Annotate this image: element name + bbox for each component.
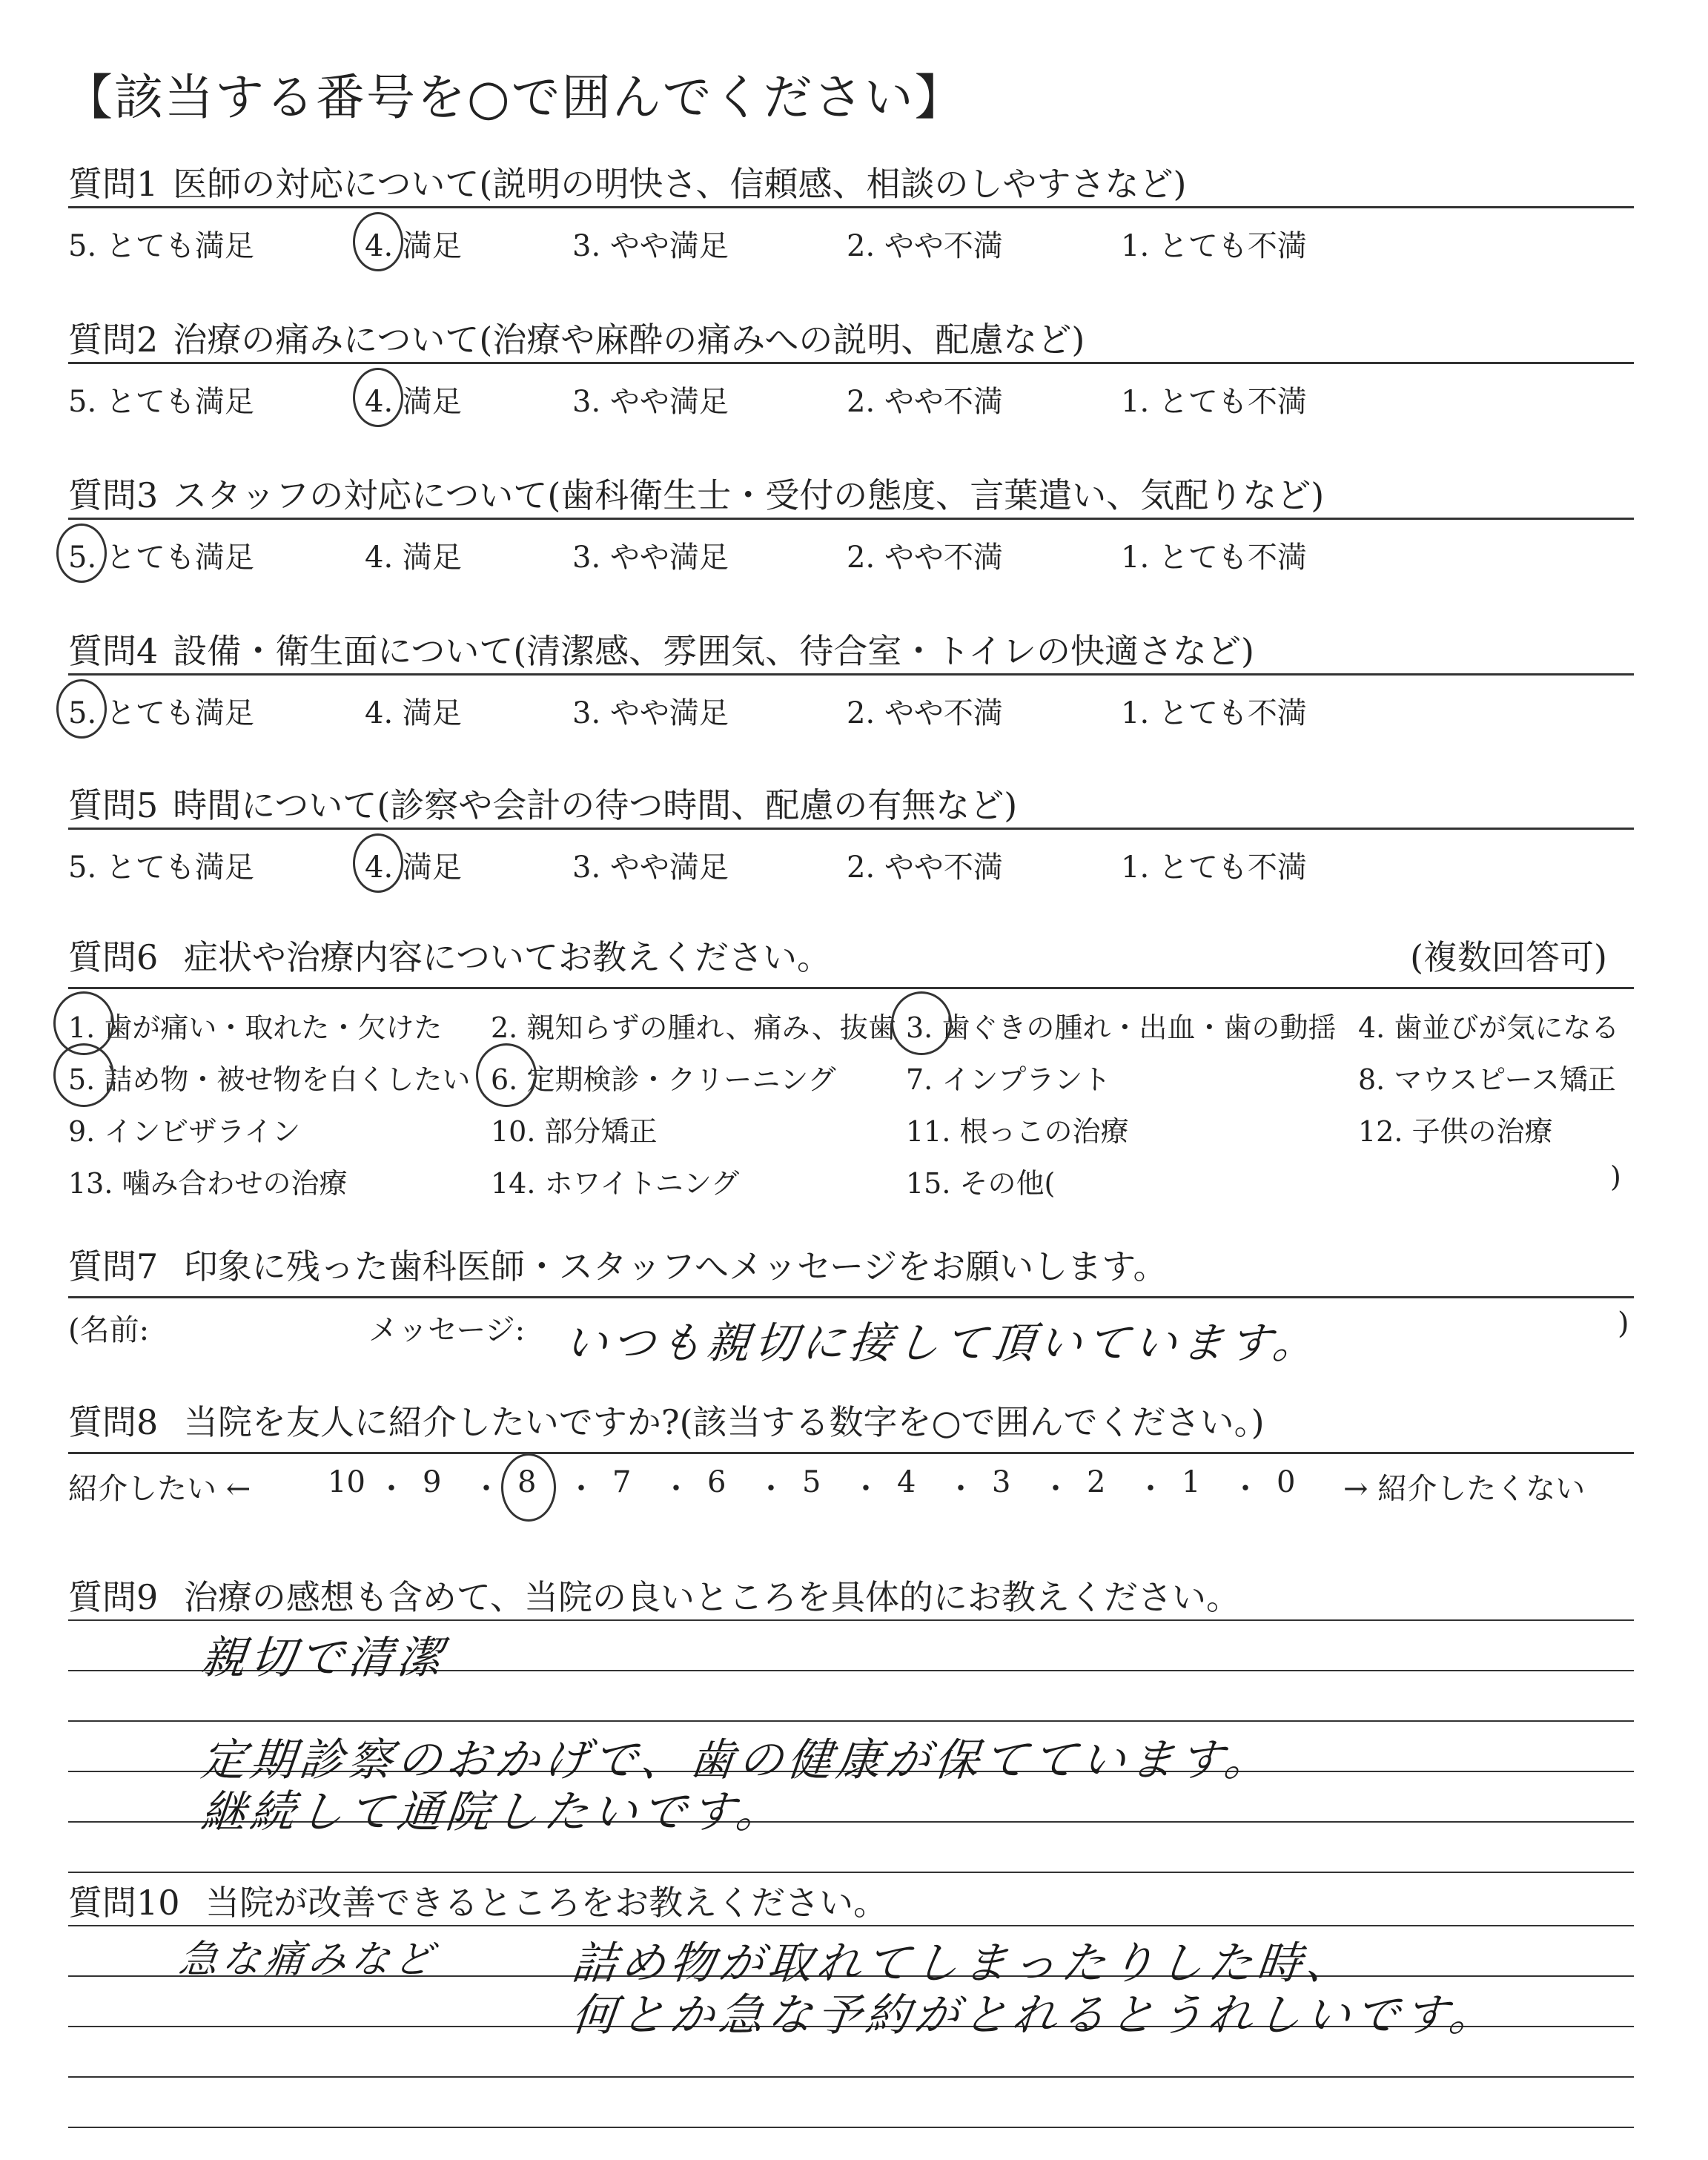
question-rule <box>68 518 1634 520</box>
symptom-option[interactable]: 11. 根っこの治療 <box>906 1115 1129 1148</box>
recommend-number[interactable]: 1 <box>1182 1465 1201 1499</box>
recommend-number[interactable]: 7 <box>612 1465 632 1499</box>
question-3 <box>68 469 1634 575</box>
symptom-option[interactable]: 15. その他( <box>906 1167 1056 1200</box>
scale-separator: ・ <box>661 1472 691 1506</box>
question-rule <box>68 987 1634 989</box>
question-text: 設備・衛生面について(清潔感、雰囲気、待合室・トイレの快適さなど) <box>173 631 1254 671</box>
symptom-option[interactable]: 5. 詰め物・被せ物を白くしたい <box>68 1063 471 1096</box>
scale-separator: ・ <box>851 1472 881 1506</box>
scale-separator: ・ <box>756 1472 786 1506</box>
handwritten-message: いつも親切に接して頂いています。 <box>561 1318 1323 1368</box>
question-text: 当院を友人に紹介したいですか?(該当する数字を○で囲んでください。) <box>183 1402 1265 1442</box>
other-close-paren: ) <box>1610 1160 1621 1193</box>
scale-separator: ・ <box>1231 1472 1260 1506</box>
recommend-right-label: → 紹介したくない <box>1343 1472 1586 1506</box>
question-label: 質問10 <box>68 1883 180 1923</box>
question-label: 質問2 <box>68 320 159 360</box>
symptom-option[interactable]: 10. 部分矯正 <box>491 1115 658 1148</box>
rating-option[interactable]: 3. やや満足 <box>572 541 729 575</box>
rating-option[interactable]: 2. やや不満 <box>847 385 1003 419</box>
scale-separator: ・ <box>471 1472 501 1506</box>
question-9 <box>68 1571 1634 1838</box>
rating-option[interactable]: 2. やや不満 <box>847 229 1003 263</box>
rating-option[interactable]: 4. 満足 <box>365 385 462 419</box>
recommend-number[interactable]: 0 <box>1277 1465 1296 1499</box>
recommend-number[interactable]: 4 <box>897 1465 916 1499</box>
question-10 <box>68 1876 1634 2041</box>
answer-line <box>68 1720 1634 1722</box>
rating-option[interactable]: 1. とても不満 <box>1121 851 1307 885</box>
question-rule <box>68 206 1634 208</box>
question-text: スタッフの対応について(歯科衛生士・受付の態度、言葉遣い、気配りなど) <box>173 475 1325 515</box>
symptom-option[interactable]: 3. 歯ぐきの腫れ・出血・歯の動揺 <box>906 1011 1337 1044</box>
question-4 <box>68 624 1634 730</box>
rating-option[interactable]: 4. 満足 <box>365 851 462 885</box>
symptom-option[interactable]: 2. 親知らずの腫れ、痛み、抜歯 <box>491 1011 896 1044</box>
handwritten-answer-line: 何とか急な予約がとれるとうれしいです。 <box>569 1989 1501 2041</box>
rating-option[interactable]: 3. やや満足 <box>572 385 729 419</box>
handwritten-answer-line: 詰め物が取れてしまったりした時、 <box>569 1938 1358 1989</box>
symptom-option[interactable]: 7. インプラント <box>906 1063 1111 1096</box>
question-text: 治療の感想も含めて、当院の良いところを具体的にお教えください。 <box>183 1577 1240 1617</box>
question-label: 質問5 <box>68 785 159 825</box>
recommend-number[interactable]: 9 <box>423 1465 442 1499</box>
answer-line <box>68 2076 1634 2078</box>
recommend-number[interactable]: 8 <box>517 1465 537 1499</box>
question-rule <box>68 1452 1634 1454</box>
rating-option[interactable]: 3. やや満足 <box>572 851 729 885</box>
question-rule <box>68 1296 1634 1298</box>
rating-option[interactable]: 3. やや満足 <box>572 696 729 730</box>
rating-option[interactable]: 1. とても不満 <box>1121 696 1307 730</box>
recommend-left-label: 紹介したい ← <box>68 1472 251 1506</box>
scale-separator: ・ <box>377 1472 406 1506</box>
rating-option[interactable]: 5. とても満足 <box>68 541 254 575</box>
message-label: メッセージ: <box>368 1313 526 1347</box>
question-rule <box>68 673 1634 676</box>
rating-option[interactable]: 4. 満足 <box>365 696 462 730</box>
question-label: 質問7 <box>68 1246 159 1287</box>
handwritten-answer-line: 親切で清潔 <box>198 1632 449 1684</box>
question-2 <box>68 313 1634 419</box>
scale-separator: ・ <box>1041 1472 1070 1506</box>
rating-option[interactable]: 5. とても満足 <box>68 229 254 263</box>
recommend-number[interactable]: 6 <box>707 1465 726 1499</box>
symptom-option[interactable]: 9. インビザライン <box>68 1115 301 1148</box>
question-rule <box>68 828 1634 830</box>
answer-line <box>68 1925 1634 1926</box>
question-text: 医師の対応について(説明の明快さ、信頼感、相談のしやすさなど) <box>173 164 1187 204</box>
question-6 <box>68 931 1634 1200</box>
handwritten-answer-line: 継続して通院したいです。 <box>198 1786 788 1838</box>
handwritten-answer-line: 急な痛みなど <box>176 1938 440 1982</box>
answer-line <box>68 2127 1634 2128</box>
symptom-option[interactable]: 1. 歯が痛い・取れた・欠けた <box>68 1011 443 1044</box>
rating-option[interactable]: 5. とても満足 <box>68 851 254 885</box>
question-label: 質問4 <box>68 631 159 671</box>
symptom-option[interactable]: 8. マウスピース矯正 <box>1358 1063 1616 1096</box>
question-1 <box>68 157 1634 263</box>
rating-option[interactable]: 2. やや不満 <box>847 696 1003 730</box>
question-text: 印象に残った歯科医師・スタッフへメッセージをお願いします。 <box>183 1246 1168 1287</box>
rating-option[interactable]: 1. とても不満 <box>1121 229 1307 263</box>
form-title: 【該当する番号を○で囲んでください】 <box>64 69 965 126</box>
rating-option[interactable]: 4. 満足 <box>365 541 462 575</box>
rating-option[interactable]: 1. とても不満 <box>1121 385 1307 419</box>
rating-option[interactable]: 3. やや満足 <box>572 229 729 263</box>
name-label: (名前: <box>68 1313 150 1347</box>
recommend-number[interactable]: 2 <box>1087 1465 1106 1499</box>
question-5 <box>68 779 1634 885</box>
symptom-option[interactable]: 4. 歯並びが気になる <box>1358 1011 1620 1044</box>
multiple-answer-note: (複数回答可) <box>1410 937 1607 977</box>
question-label: 質問1 <box>68 164 159 204</box>
rating-option[interactable]: 5. とても満足 <box>68 385 254 419</box>
handwritten-answer-line: 定期診察のおかげで、歯の健康が保てています。 <box>198 1734 1277 1786</box>
question-text: 当院が改善できるところをお教えください。 <box>205 1883 888 1923</box>
rating-option[interactable]: 1. とても不満 <box>1121 541 1307 575</box>
scale-separator: ・ <box>946 1472 976 1506</box>
question-label: 質問8 <box>68 1402 159 1442</box>
scale-separator: ・ <box>566 1472 596 1506</box>
question-7 <box>68 1240 1634 1368</box>
rating-option[interactable]: 5. とても満足 <box>68 696 254 730</box>
answer-line <box>68 1619 1634 1621</box>
close-paren: ) <box>1618 1307 1629 1341</box>
rating-option[interactable]: 2. やや不満 <box>847 541 1003 575</box>
question-text: 症状や治療内容についてお教えください。 <box>183 937 831 977</box>
symptom-option[interactable]: 14. ホワイトニング <box>491 1167 740 1200</box>
scale-separator: ・ <box>1136 1472 1165 1506</box>
question-text: 時間について(診察や会計の待つ時間、配慮の有無など) <box>173 785 1018 825</box>
symptom-option[interactable]: 13. 噛み合わせの治療 <box>68 1167 348 1200</box>
recommend-number[interactable]: 10 <box>328 1465 365 1499</box>
question-label: 質問3 <box>68 475 159 515</box>
question-8 <box>68 1396 1634 1506</box>
question-label: 質問6 <box>68 937 159 977</box>
rating-option[interactable]: 2. やや不満 <box>847 851 1003 885</box>
recommend-number[interactable]: 5 <box>802 1465 821 1499</box>
answer-line <box>68 1872 1634 1873</box>
symptom-option[interactable]: 12. 子供の治療 <box>1358 1115 1553 1148</box>
question-rule <box>68 362 1634 364</box>
rating-option[interactable]: 4. 満足 <box>365 229 462 263</box>
question-text: 治療の痛みについて(治療や麻酔の痛みへの説明、配慮など) <box>173 320 1085 360</box>
symptom-option[interactable]: 6. 定期検診・クリーニング <box>491 1063 836 1096</box>
question-label: 質問9 <box>68 1577 159 1617</box>
recommend-number[interactable]: 3 <box>992 1465 1011 1499</box>
